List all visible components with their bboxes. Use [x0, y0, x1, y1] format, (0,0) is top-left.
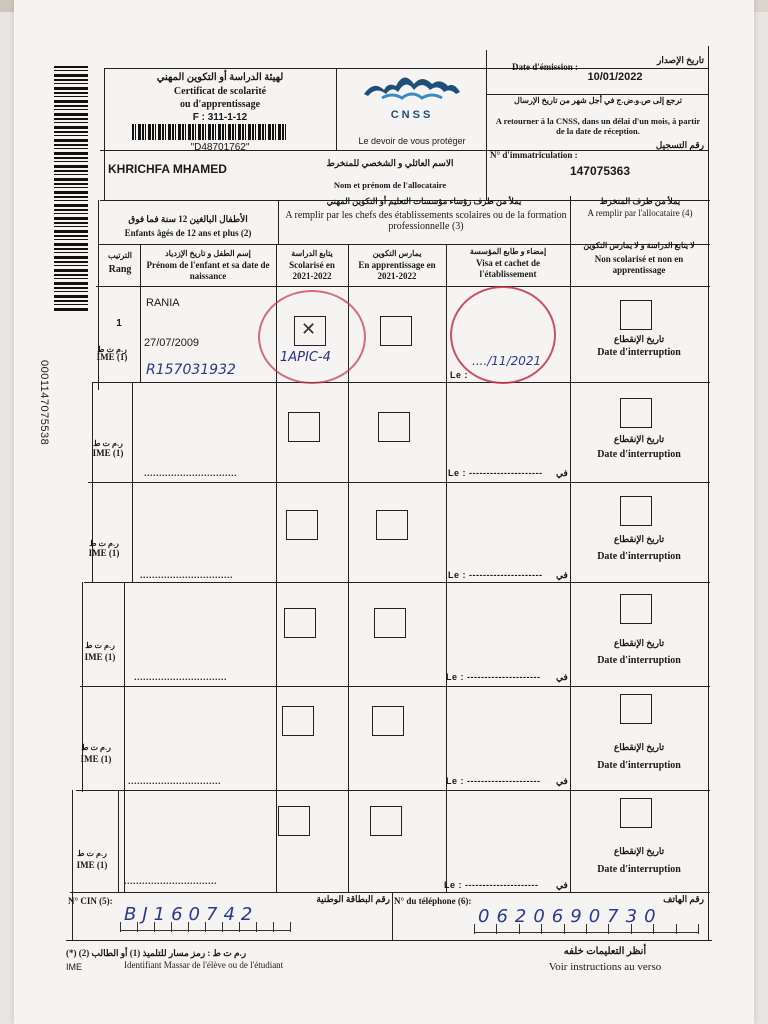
return-note-ar: ترجع إلى ص.و.ض.ج في أجل شهر من تاريخ الإرسال	[514, 96, 682, 105]
row3-scolarise-checkbox[interactable]	[286, 510, 318, 540]
org-title-ar: لهيئة الدراسة أو التكوين المهني	[156, 72, 284, 83]
row1-ime-value: R157031932	[146, 362, 236, 378]
col-scol: Scolarisé en 2021-2022	[289, 260, 335, 281]
row6-scolarise-checkbox[interactable]	[278, 806, 310, 836]
row1-rang: 1	[116, 318, 122, 329]
children-section-ar: الأطفال البالغين 12 سنة فما فوق	[128, 214, 248, 224]
row4-fi: في	[556, 672, 568, 682]
verso: Voir instructions au verso	[548, 961, 662, 973]
row1-prenom: RANIA	[146, 297, 180, 309]
row3-le: Le : ---------------------	[448, 570, 543, 580]
row3-non-checkbox[interactable]	[620, 496, 652, 526]
side-number: 0001147075538	[38, 360, 50, 446]
row4-interrupt-ar: تاريخ الإنقطاع	[613, 638, 665, 648]
emission-label-ar: تاريخ الإصدار	[656, 55, 704, 65]
col-appr: En apprentissage en 2021-2022	[358, 260, 436, 281]
row2-interrupt: Date d'interruption	[597, 449, 681, 460]
logo-slogan: Le devoir de vous protéger	[358, 136, 466, 146]
cin-value: BJ160742	[124, 904, 259, 925]
row1-le: Le :	[450, 370, 469, 380]
note-text: Identifiant Massar de l'élève ou de l'étudiant	[124, 960, 284, 970]
emission-label: Date d'émission :	[512, 62, 578, 72]
name-label-ar: الاسم العائلي و الشخصي للمنخرط	[326, 158, 454, 168]
col-visa-ar: إمضاء و طابع المؤسسة	[469, 247, 547, 256]
row4-interrupt: Date d'interruption	[597, 655, 681, 666]
tel-value: 0620690730	[478, 906, 663, 927]
row5-non-checkbox[interactable]	[620, 694, 652, 724]
row5-dotted: ...............................	[128, 776, 222, 786]
immat-label: N° d'immatriculation :	[490, 150, 578, 160]
row2-non-checkbox[interactable]	[620, 398, 652, 428]
col-non-ar: لا يتابع الدراسة و لا يمارس التكوين	[583, 241, 695, 250]
row5-ime: IME (1)	[80, 754, 112, 764]
row6-fi: في	[556, 880, 568, 890]
immat-label-ar: رقم التسجيل	[655, 140, 704, 150]
row5-interrupt: Date d'interruption	[597, 760, 681, 771]
row5-scolarise-checkbox[interactable]	[282, 706, 314, 736]
row4-ime: IME (1)	[84, 652, 116, 662]
row4-scolarise-checkbox[interactable]	[284, 608, 316, 638]
row1-ime-ar: ر.م ت ط	[97, 345, 127, 354]
row1-apprentissage-checkbox[interactable]	[380, 316, 412, 346]
allocataire-name: KHRICHFA MHAMED	[108, 162, 227, 176]
row2-apprentissage-checkbox[interactable]	[378, 412, 410, 442]
header-barcode	[132, 124, 286, 140]
row3-ime-ar: ر.م ت ط	[89, 539, 119, 548]
col-rang-ar: الترتيب	[108, 251, 132, 260]
row6-interrupt: Date d'interruption	[597, 864, 681, 875]
row1-ime: IME (1)	[96, 352, 128, 362]
row6-ime: IME (1)	[76, 860, 108, 870]
col-scol-ar: يتابع الدراسة	[291, 249, 333, 258]
row3-fi: في	[556, 570, 568, 580]
tel-label: N° du téléphone (6):	[394, 896, 472, 906]
emission-date: 10/01/2022	[587, 71, 643, 83]
form-code: F : 311-1-12	[192, 112, 248, 123]
row6-apprentissage-checkbox[interactable]	[370, 806, 402, 836]
row6-non-checkbox[interactable]	[620, 798, 652, 828]
row3-interrupt-ar: تاريخ الإنقطاع	[613, 534, 665, 544]
row1-non-checkbox[interactable]	[620, 300, 652, 330]
row2-ime: IME (1)	[92, 448, 124, 458]
row6-le: Le : ---------------------	[444, 880, 539, 890]
return-note: A retourner à la CNSS, dans un délai d'un mois, à partir de la date de réception.	[495, 116, 701, 136]
school-section: A remplir par les chefs des établissements scolaires ou de la formation professionnelle (3)	[285, 210, 567, 232]
logo-text: CNSS	[390, 109, 434, 121]
row4-ime-ar: ر.م ت ط	[85, 641, 115, 650]
cin-label-ar: رقم البطاقة الوطنية	[316, 894, 390, 904]
alloc-section: A remplir par l'allocataire (4)	[587, 208, 693, 218]
row5-ime-ar: ر.م ت ط	[81, 743, 111, 752]
row5-le: Le : ---------------------	[446, 776, 541, 786]
verso-ar: أنظر التعليمات خلفه	[563, 946, 647, 957]
note-ar: (*) ر.م ت ط : رمز مسار للتلميذ (1) أو الطالب (2)	[66, 948, 247, 958]
row3-apprentissage-checkbox[interactable]	[376, 510, 408, 540]
row1-interrupt-ar: تاريخ الإنقطاع	[613, 334, 665, 344]
row5-interrupt-ar: تاريخ الإنقطاع	[613, 742, 665, 752]
doc-number: "D48701762"	[190, 142, 250, 153]
row6-ime-ar: ر.م ت ط	[77, 849, 107, 858]
school-section-ar: يملأ من طرف رؤساء مؤسسات التعليم أو التكوين المهني	[326, 196, 522, 206]
immat-number: 147075363	[569, 164, 631, 178]
col-visa: Visa et cachet de l'établissement	[476, 258, 540, 279]
row5-apprentissage-checkbox[interactable]	[372, 706, 404, 736]
row4-apprentissage-checkbox[interactable]	[374, 608, 406, 638]
alloc-section-ar: يملأ من طرف المنخرط	[599, 196, 681, 206]
title-line2: ou d'apprentissage	[179, 99, 261, 110]
name-label: Nom et prénom de l'allocataire	[333, 180, 447, 190]
cnss-logo-icon	[362, 64, 462, 110]
row2-scolarise-checkbox[interactable]	[288, 412, 320, 442]
row6-dotted: ...............................	[124, 876, 218, 886]
row1-grade: 1APIC-4	[280, 350, 331, 365]
row1-visa-date: ..../11/2021	[472, 354, 542, 368]
cin-label: N° CIN (5):	[68, 896, 113, 906]
col-prenom-ar: إسم الطفل و تاريخ الإزدياد	[165, 249, 251, 258]
row2-fi: في	[556, 468, 568, 478]
title-line1: Certificat de scolarité	[173, 86, 267, 97]
row4-le: Le : ---------------------	[446, 672, 541, 682]
row6-interrupt-ar: تاريخ الإنقطاع	[613, 846, 665, 856]
row4-dotted: ...............................	[134, 672, 228, 682]
row2-ime-ar: ر.م ت ط	[93, 439, 123, 448]
note-ime: IME	[66, 962, 83, 972]
row2-dotted: ...............................	[144, 468, 238, 478]
row2-le: Le : ---------------------	[448, 468, 543, 478]
children-section: Enfants âgés de 12 ans et plus (2)	[124, 228, 252, 238]
col-non: Non scolarisé et non en apprentissage	[594, 254, 684, 275]
tel-label-ar: رقم الهاتف	[663, 894, 704, 904]
row1-scolarise-checkbox[interactable]	[294, 316, 326, 346]
row3-interrupt: Date d'interruption	[597, 551, 681, 562]
row1-birth: 27/07/2009	[144, 337, 200, 349]
col-prenom: Prénom de l'enfant et sa date de naissance	[146, 260, 270, 281]
row5-fi: في	[556, 776, 568, 786]
row4-non-checkbox[interactable]	[620, 594, 652, 624]
row1-interrupt: Date d'interruption	[597, 347, 681, 358]
col-appr-ar: يمارس التكوين	[372, 249, 422, 258]
row3-ime: IME (1)	[88, 548, 120, 558]
row3-dotted: ...............................	[140, 570, 234, 580]
row2-interrupt-ar: تاريخ الإنقطاع	[613, 434, 665, 444]
col-rang: Rang	[108, 264, 132, 275]
